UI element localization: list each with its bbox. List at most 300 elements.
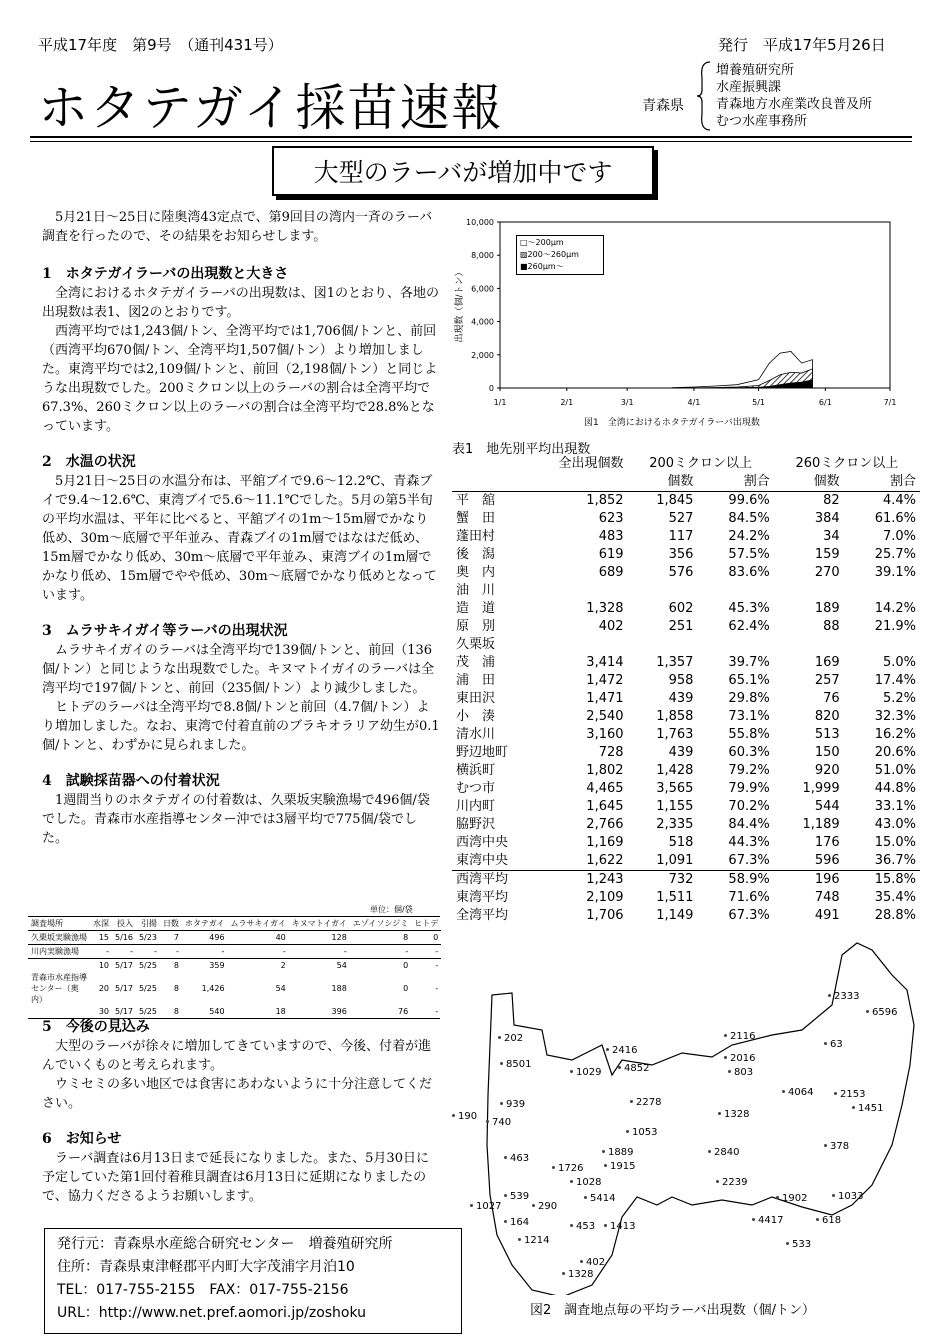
cell: 623	[598, 511, 624, 526]
cell: 2,109	[586, 890, 624, 905]
cell: 99.6%	[728, 493, 770, 508]
cell: 51.0%	[874, 763, 916, 778]
column-header: 水深	[93, 919, 109, 928]
station-label: 402	[586, 1257, 606, 1268]
station-dot	[470, 1204, 473, 1207]
cell: 造 道	[456, 601, 496, 616]
cell: 浦 田	[456, 673, 496, 688]
cell: 24.2%	[728, 529, 770, 544]
legend-entry: ▨200～260μm	[520, 250, 579, 259]
station-dot	[828, 994, 831, 997]
cell: -	[435, 961, 439, 970]
station-label: 463	[510, 1153, 530, 1164]
cell: 15.8%	[874, 872, 916, 887]
station-label: 190	[458, 1111, 478, 1122]
column-header: 個数	[667, 474, 694, 489]
cell: 2,766	[586, 817, 624, 832]
cell: 159	[814, 547, 840, 562]
cell: 14.2%	[874, 601, 916, 616]
cell: 1,243	[586, 872, 624, 887]
station-dot	[716, 1180, 719, 1183]
station-label: 533	[792, 1239, 812, 1250]
station-dot	[824, 1144, 827, 1147]
cell: 2,540	[586, 709, 624, 724]
station-label: 2840	[714, 1147, 740, 1158]
station-label: 803	[734, 1067, 754, 1078]
cell: 15	[98, 933, 109, 942]
column-header: 投入	[116, 919, 133, 928]
table-row	[452, 654, 920, 672]
prefecture: 青森県	[642, 98, 684, 114]
issuer-item: 増養殖研究所	[716, 63, 795, 78]
table-row	[452, 798, 920, 816]
cell: 清水川	[456, 727, 496, 742]
cell: 40	[275, 933, 286, 942]
cell: 356	[668, 547, 694, 562]
header-rule	[30, 141, 912, 142]
station-label: 2333	[834, 991, 860, 1002]
column-header: 引揚	[140, 919, 157, 928]
station-dot	[824, 1042, 827, 1045]
cell: -	[282, 947, 286, 956]
map-caption: 図2 調査地点毎の平均ラーバ出現数（個/トン）	[530, 1303, 816, 1318]
column-header: 個数	[813, 474, 840, 489]
cell: 5/25	[138, 984, 157, 993]
station-dot	[580, 1260, 583, 1263]
station-label: 63	[830, 1039, 843, 1050]
cell: 527	[668, 511, 694, 526]
station-label: 1915	[610, 1161, 636, 1172]
cell: 55.8%	[728, 727, 770, 742]
section-heading: 3 ムラサキイガイ等ラーバの出現状況	[42, 623, 288, 639]
cell: 8	[173, 1007, 179, 1016]
cell: 540	[209, 1007, 225, 1016]
cell: 5/25	[138, 1007, 157, 1016]
cell: 544	[814, 799, 840, 814]
section-1	[42, 265, 440, 436]
section-2	[42, 453, 440, 605]
cell: 0	[403, 961, 409, 970]
phone-fax: TEL：017-755-2155 FAX：017-755-2156	[57, 1282, 349, 1298]
cell: 35.4%	[874, 890, 916, 905]
cell: 4,465	[586, 781, 624, 796]
cell	[628, 582, 698, 600]
cell: 横浜町	[456, 763, 496, 778]
column-header: エゾイソシジミ	[352, 919, 409, 928]
column-header: キヌマトイガイ	[291, 919, 347, 928]
table-row	[452, 600, 920, 618]
y-tick-label: 4,000	[471, 317, 494, 327]
station-dot	[584, 1196, 587, 1199]
cell: 36.7%	[874, 853, 916, 868]
station-dot	[532, 1204, 535, 1207]
chart-legend	[516, 235, 604, 275]
cell: 33.1%	[874, 799, 916, 814]
y-tick-label: 8,000	[471, 251, 494, 261]
cell: 920	[814, 763, 840, 778]
cell: 1,357	[656, 655, 694, 670]
station-label: 202	[504, 1033, 524, 1044]
section-heading: 2 水温の状況	[42, 454, 136, 470]
summary-row	[452, 871, 920, 890]
column-header: 割合	[889, 474, 916, 489]
station-label: 1053	[632, 1127, 658, 1138]
column-header: 日数	[162, 919, 179, 928]
station-dot	[728, 1070, 731, 1073]
table-row	[452, 546, 920, 564]
cell: 久栗坂	[456, 637, 496, 652]
cell: 東湾平均	[456, 890, 509, 905]
cell: 5/23	[138, 933, 157, 942]
y-tick-label: 0	[488, 384, 494, 393]
cell: 7	[173, 933, 179, 942]
x-tick-label: 7/1	[883, 398, 897, 407]
station-dot	[498, 1036, 501, 1039]
cell: 728	[598, 745, 624, 760]
cell: 54	[275, 984, 286, 993]
cell: 1,328	[586, 601, 624, 616]
cell: 西湾中央	[456, 835, 509, 850]
table-row	[452, 690, 920, 708]
station-dot	[570, 1070, 573, 1073]
table-row	[452, 564, 920, 582]
cell: 0	[433, 933, 439, 942]
cell: 43.0%	[874, 817, 916, 832]
section-heading: 5 今後の見込み	[42, 1019, 150, 1035]
attach-table	[28, 916, 440, 1019]
cell: 小 湊	[456, 709, 496, 724]
cell: 5/17	[115, 961, 133, 970]
cell	[697, 636, 773, 654]
cell: 1,858	[656, 709, 694, 724]
cell: -	[130, 947, 133, 956]
station-dot	[604, 1164, 607, 1167]
station-label: 539	[510, 1191, 530, 1202]
station-dot	[570, 1180, 573, 1183]
cell: 189	[814, 601, 840, 616]
station-label: 4064	[788, 1087, 814, 1098]
station-label: 2239	[722, 1177, 748, 1188]
cell: 5/25	[138, 961, 157, 970]
station-label: 378	[830, 1141, 850, 1152]
y-tick-label: 6,000	[471, 284, 494, 294]
section-5	[42, 1018, 440, 1113]
legend-entry: ■260μm～	[520, 262, 564, 271]
cell: 32.3%	[874, 709, 916, 724]
cell: 20.6%	[874, 745, 916, 760]
cell: 491	[814, 908, 840, 923]
cell: 67.3%	[728, 853, 770, 868]
cell: 76	[398, 1007, 409, 1016]
station-label: 1451	[858, 1103, 884, 1114]
headline-text: 大型のラーバが増加中です	[313, 158, 613, 187]
cell: 44.8%	[874, 781, 916, 796]
station-label: 618	[822, 1215, 842, 1226]
cell	[774, 636, 844, 654]
station-dot	[504, 1156, 507, 1159]
page-title: ホタテガイ採苗速報	[38, 79, 504, 137]
cell: 16.2%	[874, 727, 916, 742]
x-tick-label: 1/1	[493, 398, 507, 407]
cell: 29.8%	[728, 691, 770, 706]
cell: 73.1%	[728, 709, 770, 724]
section-heading: 1 ホタテガイラーバの出現数と大きさ	[42, 266, 289, 282]
cell: 野辺地町	[456, 745, 509, 760]
table-row	[452, 780, 920, 798]
cell: 1,802	[586, 763, 624, 778]
cell: 1,852	[586, 493, 624, 508]
station-dot	[452, 1114, 455, 1117]
column-header: 全出現個数	[558, 456, 624, 471]
section-3	[42, 622, 440, 755]
cell: 82	[823, 493, 840, 508]
station-label: 1889	[608, 1147, 634, 1158]
cell: 1,645	[586, 799, 624, 814]
cell: 30	[98, 1007, 109, 1016]
summary-row	[452, 889, 920, 907]
cell: 5.0%	[882, 655, 916, 670]
cell: 1,845	[656, 493, 694, 508]
cell: 25.7%	[874, 547, 916, 562]
attach-table-unit: 単位：個/袋	[370, 905, 413, 914]
cell: 67.3%	[728, 908, 770, 923]
section-4	[42, 772, 440, 848]
cell: 60.3%	[728, 745, 770, 760]
publish-date: 発行 平成17年5月26日	[718, 36, 886, 54]
cell	[531, 582, 627, 600]
cell: 257	[814, 673, 840, 688]
table-row	[452, 528, 920, 546]
contact-box	[44, 1228, 462, 1334]
station-label: 453	[576, 1221, 596, 1232]
cell: 5.2%	[882, 691, 916, 706]
station-label: 939	[506, 1099, 526, 1110]
table-row	[452, 834, 920, 852]
cell: 8	[403, 933, 409, 942]
station-dot	[604, 1224, 607, 1227]
table1-header	[452, 455, 920, 473]
table-row	[452, 816, 920, 834]
website-url[interactable]: URL：http://www.net.pref.aomori.jp/zoshoku	[57, 1305, 367, 1321]
x-tick-label: 4/1	[687, 398, 701, 407]
headline	[272, 146, 654, 196]
y-tick-label: 2,000	[471, 350, 494, 360]
station-dot	[618, 1066, 621, 1069]
station-label: 8501	[506, 1059, 532, 1070]
table-row	[452, 708, 920, 726]
x-tick-label: 2/1	[560, 398, 574, 407]
cell: 188	[331, 984, 347, 993]
station-dot	[500, 1102, 503, 1105]
station-dot	[606, 1048, 609, 1051]
station-dot	[718, 1112, 721, 1115]
cell: 71.6%	[728, 890, 770, 905]
cell: 39.7%	[728, 655, 770, 670]
column-header: 調査場所	[31, 919, 63, 928]
column-header: 200ミクロン以上	[649, 456, 753, 471]
cell: 384	[814, 511, 840, 526]
station-dot	[552, 1166, 555, 1169]
cell: 270	[814, 565, 840, 580]
column-header: 割合	[743, 474, 770, 489]
cell: 21.9%	[874, 619, 916, 634]
cell: 70.2%	[728, 799, 770, 814]
cell: 3,414	[586, 655, 624, 670]
cell: 1,472	[586, 673, 624, 688]
cell: むつ市	[456, 781, 496, 796]
cell: -	[435, 1007, 439, 1016]
station-dot	[486, 1120, 489, 1123]
station-label: 1726	[558, 1163, 584, 1174]
issuer-brace	[696, 60, 712, 132]
cell: 平 舘	[456, 493, 496, 508]
station-label: 740	[492, 1117, 512, 1128]
cell: 5/16	[115, 933, 133, 942]
cell	[628, 636, 698, 654]
station-dot	[832, 1194, 835, 1197]
cell: 1,155	[656, 799, 694, 814]
station-dot	[500, 1062, 503, 1065]
cell: 176	[814, 835, 840, 850]
station-label: 2416	[612, 1045, 638, 1056]
cell: 1,426	[201, 984, 225, 993]
cell: 1,763	[656, 727, 694, 742]
station-label: 2153	[840, 1089, 866, 1100]
station-dot	[816, 1218, 819, 1221]
article-body-lower	[42, 1018, 440, 1206]
table-row	[28, 959, 441, 973]
station-dot	[776, 1196, 779, 1199]
cell: 5/17	[115, 984, 133, 993]
cell: 439	[668, 691, 694, 706]
station-dot	[786, 1242, 789, 1245]
station-dot	[782, 1090, 785, 1093]
table-row	[452, 618, 920, 636]
station-label: 2016	[730, 1053, 756, 1064]
cell: 76	[823, 691, 840, 706]
cell: 596	[814, 853, 840, 868]
cell: 5/17	[115, 1007, 133, 1016]
section-heading: 4 試験採苗器への付着状況	[42, 773, 220, 789]
cell: 1,999	[802, 781, 840, 796]
cell: 東田沢	[456, 691, 496, 706]
cell: 150	[814, 745, 840, 760]
cell: 後 潟	[456, 547, 496, 562]
cell: 689	[598, 565, 624, 580]
station-label: 290	[538, 1201, 558, 1212]
paragraph: ラーバ調査は6月13日まで延長になりました。また、5月30日に予定していた第1回付着稚貝調査は6月13日に延期になりましたので、協力くださるようお願いします。	[42, 1151, 429, 1204]
station-label: 1029	[576, 1067, 602, 1078]
cell: 1,706	[586, 908, 624, 923]
station-label: 1328	[724, 1109, 750, 1120]
cell	[774, 582, 844, 600]
cell: 34	[823, 529, 840, 544]
station-label: 4417	[758, 1215, 784, 1226]
cell: 65.1%	[728, 673, 770, 688]
cell: 88	[823, 619, 840, 634]
cell: 蓬田村	[456, 529, 496, 544]
station-label: 1028	[576, 1177, 602, 1188]
article-body	[42, 208, 440, 848]
cell: 1,149	[656, 908, 694, 923]
station-dot	[562, 1272, 565, 1275]
cell: 439	[668, 745, 694, 760]
cell: 83.6%	[728, 565, 770, 580]
station-dot	[724, 1056, 727, 1059]
table-row	[28, 931, 441, 945]
station-label: 1902	[782, 1193, 808, 1204]
cell: 820	[814, 709, 840, 724]
cell: 4.4%	[882, 493, 916, 508]
legend-entry: □～200μm	[520, 238, 564, 247]
cell: 1,428	[656, 763, 694, 778]
table-row	[452, 510, 920, 528]
station-label: 2278	[636, 1097, 662, 1108]
cell: 196	[814, 872, 840, 887]
cell: 1,511	[656, 890, 694, 905]
issue-number: 平成17年度 第9号 （通刊431号）	[38, 36, 283, 54]
cell: 58.9%	[728, 872, 770, 887]
cell: 3,160	[586, 727, 624, 742]
issuer-item: むつ水産事務所	[716, 114, 808, 129]
station-dot	[602, 1150, 605, 1153]
station-label: 1328	[568, 1269, 594, 1280]
table1-subheader	[452, 473, 920, 492]
x-tick-label: 3/1	[620, 398, 634, 407]
station-dot	[504, 1220, 507, 1223]
station-label: 1033	[838, 1191, 864, 1202]
cell: 1,169	[586, 835, 624, 850]
y-axis-label: 出現数（個/トン）	[455, 267, 465, 343]
issuer-item: 水産振興課	[716, 80, 782, 95]
cell: -	[221, 947, 225, 956]
station-label: 1413	[610, 1221, 636, 1232]
column-header: ムラサキイガイ	[230, 919, 286, 928]
cell: 0	[403, 984, 409, 993]
cell: 84.4%	[728, 817, 770, 832]
station-dot	[852, 1106, 855, 1109]
station-label: 1214	[524, 1235, 550, 1246]
cell: 61.6%	[874, 511, 916, 526]
cell: 17.4%	[874, 673, 916, 688]
table-row	[452, 582, 920, 600]
station-label: 6596	[872, 1007, 898, 1018]
cell: 15.0%	[874, 835, 916, 850]
cell: 496	[209, 933, 225, 942]
cell: 茂 浦	[456, 655, 496, 670]
cell	[28, 1005, 90, 1018]
column-header: ホタテガイ	[184, 919, 225, 928]
cell: 251	[668, 619, 694, 634]
cell: 602	[668, 601, 694, 616]
x-tick-label: 6/1	[818, 398, 832, 407]
cell: 川内実験漁場	[31, 947, 79, 956]
cell: 原 別	[456, 619, 496, 634]
cell: 青森市水産指導センター（奥内）	[31, 973, 87, 1004]
paragraph: ウミセミの多い地区では食害にあわないように十分注意してください。	[42, 1077, 433, 1111]
cell: 1,091	[656, 853, 694, 868]
x-tick-label: 5/1	[752, 398, 766, 407]
cell: 東湾中央	[456, 853, 509, 868]
cell: -	[343, 947, 347, 956]
section-heading: 6 お知らせ	[42, 1131, 122, 1147]
cell: 8	[173, 984, 179, 993]
cell: -	[435, 984, 439, 993]
paragraph: ムラサキイガイのラーバは全湾平均で139個/トンと、前回（136個/トン）と同じような出現数でした。キヌマトイガイのラーバは全湾平均で197個/トンと、前回（235個/トン）より減少しました。	[42, 643, 435, 696]
cell: 402	[598, 619, 624, 634]
cell: 44.3%	[728, 835, 770, 850]
header-rule	[30, 136, 912, 138]
